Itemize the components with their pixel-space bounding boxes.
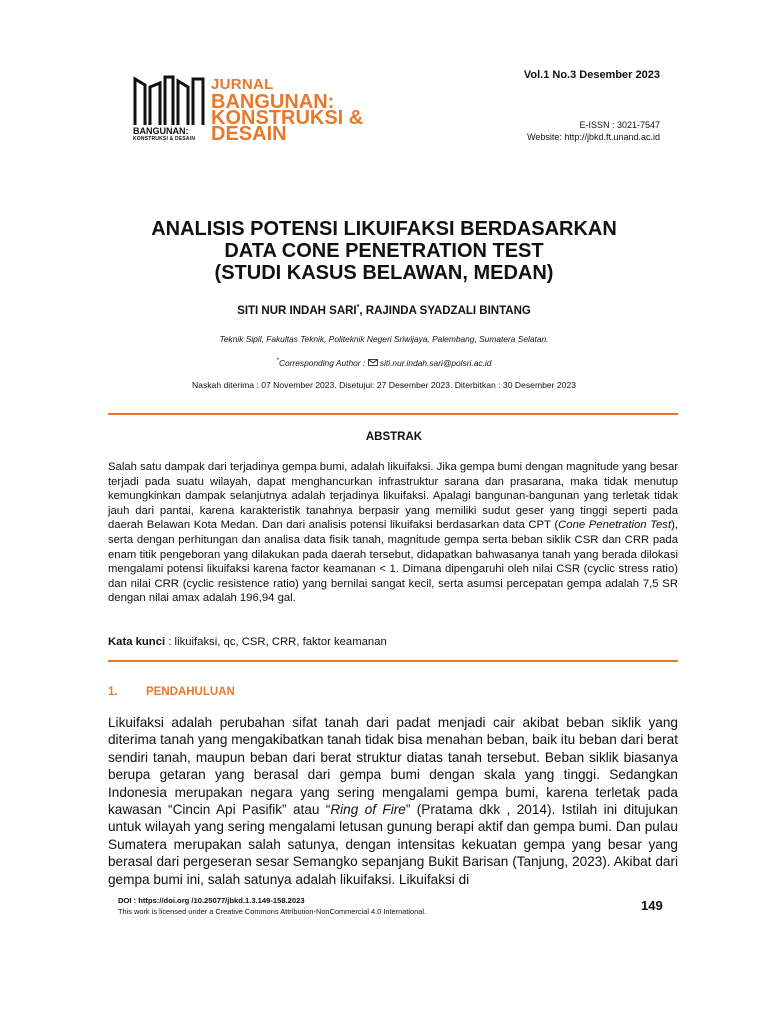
title-line: (STUDI KASUS BELAWAN, MEDAN) (214, 262, 554, 284)
abstract-text-part: Salah satu dampak dari terjadinya gempa bumi, adalah likuifaksi. Jika gempa bumi dengan magnitude yang besar terjadi pada suatu wilayah, dapat menghancurkan infrastruktur sarana dan prasarana, maka tidak menutup kemungkinkan dampak selanjutnya adalah terjadinya likuifaksi. Apalagi bangunan-bangunan yang terletak tidak jauh dari pantai, karena karakteristik tanahnya berpasir yang memiliki sudut geser yang tinggi seperti pada daerah Belawan Kota Medan. Dan dari analisis potensi likuifaksi berdasarkan data CPT ( (108, 461, 678, 532)
abstract-heading: ABSTRAK (365, 431, 423, 443)
body-text-part: Likuifaksi adalah perubahan sifat tanah dari padat menjadi cair akibat beban siklik yang diterima tanah yang mengakibatkan tanah tidak bisa menahan beban, baik itu beban dari berat sendiri tanah, maupun beban dari berat struktur diatas tanah tersebut. Beban siklik biasanya berupa getaran yang berasal dari gempa bumi dengan skala yang tinggi. Sedangkan Indonesia merupakan negara yang sering mengalami gempa bumi, karena terletak pada kawasan “Cincin Api Pasifik” atau “ (108, 715, 678, 818)
affiliation: Teknik Sipil, Fakultas Teknik, Politeknik Negeri Sriwijaya, Palembang, Sumatera Selatan. (219, 334, 549, 344)
divider (108, 660, 678, 662)
section-title: PENDAHULUAN (146, 686, 235, 698)
logo-small-subtitle: KONSTRUKSI & DESAIN (133, 136, 196, 142)
keywords-label: Kata kunci (108, 636, 166, 648)
manuscript-dates: Naskah diterima : 07 November 2023. Disetujui: 27 Desember 2023. Diterbitkan : 30 Desember 2023 (191, 380, 577, 390)
divider (108, 413, 678, 415)
license-text: This work is licensed under a Creative Commons Attribution-NonCommercial 4.0 International. (118, 907, 427, 916)
website[interactable]: Website: http://jbkd.ft.unand.ac.id (527, 132, 660, 142)
issn: E-ISSN : 3021-7547 (579, 120, 660, 130)
title-line: ANALISIS POTENSI LIKUIFAKSI BERDASARKAN (151, 218, 617, 240)
page-number: 149 (641, 898, 663, 913)
author-name: RAJINDA SYADZALI BINTANG (365, 304, 531, 317)
email-link[interactable]: siti.nur.indah.sari@polsri.ac.id (377, 358, 492, 368)
body-text-part: ” (Pratama dkk , 2014). Istilah ini ditujukan untuk wilayah yang sering mengalami letusan gunung berapi aktif dan gempa bumi. Dan pulau Sumatera merupakan salah satunya, dengan intensitas kekuatan gempa yang besar yang berasal dari pergeseran sesar Semangko sepanjang Bukit Barisan (Tanjung, 2023). Akibat dari gempa bumi ini, salah satunya adalah likuifaksi. Likuifaksi di (108, 802, 678, 887)
corresponding-mark: * (356, 304, 360, 311)
authors (0, 304, 768, 317)
title-line: DATA CONE PENETRATION TEST (224, 240, 544, 262)
paper-title (0, 218, 768, 284)
correspondence-label: Corresponding Author : (278, 358, 368, 368)
corresponding-mark: * (276, 358, 279, 365)
logo-small-title: BANGUNAN: (133, 126, 189, 136)
logo-name-line2: KONSTRUKSI & (211, 107, 364, 129)
logo-name-line1: BANGUNAN: (211, 91, 335, 113)
journal-logo (133, 75, 378, 145)
doi-link[interactable]: DOI : https://doi.org /10.25077/jbkd.1.3.149-158.2023 (118, 896, 305, 905)
volume-info: Vol.1 No.3 Desember 2023 (523, 69, 660, 81)
section-number: 1. (108, 686, 118, 698)
logo-name-line3: DESAIN (211, 123, 287, 145)
author-name: SITI NUR INDAH SARI (237, 304, 357, 317)
keywords-list: : likuifaksi, qc, CSR, CRR, faktor keamanan (165, 636, 387, 648)
abstract-italic-term: Cone Penetration Test (558, 519, 672, 532)
abstract-text (108, 460, 678, 606)
envelope-icon (368, 358, 378, 368)
logo-jurnal-text: JURNAL (211, 76, 274, 93)
building-logo-icon (133, 75, 205, 127)
abstract-text-part: ), serta dengan perhitungan dan analisa data fisik tanah, magnitude gempa serta beban siklik CSR dan CRR pada enam titik pengeboran yang dilakukan pada daerah tersebut, didapatkan bahwasanya tanah yang berada dilokasi mengalami potensi likuifaksi karena factor keamanan < 1. Dimana dipengaruhi oleh nilai CSR (cyclic stress ratio) dan nilai CRR (cyclic resistence ratio) yang bernilai sangat kecil, serta asumsi percepatan gempa adalah 7,5 SR dengan nilai amax adalah 196,94 gal. (108, 519, 679, 605)
author-separator: , (359, 304, 366, 317)
body-italic-term: Ring of Fire (330, 802, 406, 818)
keywords (108, 636, 678, 648)
correspondence (0, 358, 768, 368)
body-paragraph (108, 714, 678, 888)
